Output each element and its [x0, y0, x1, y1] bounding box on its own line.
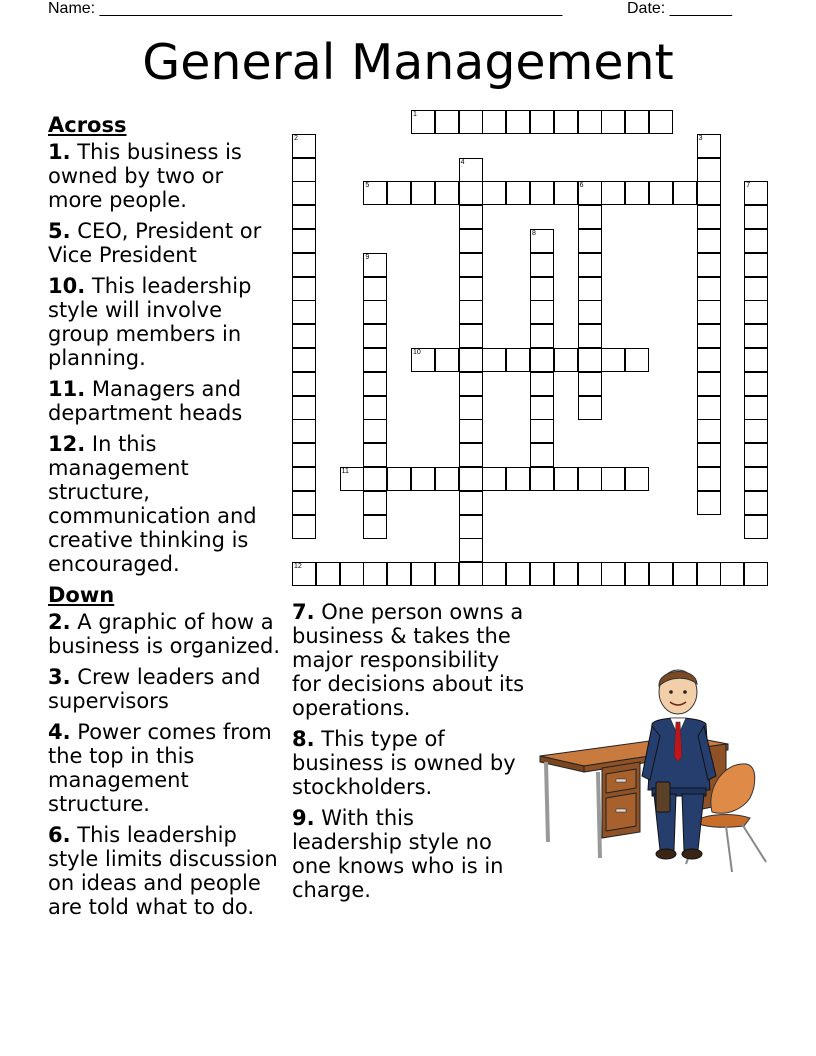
grid-cell[interactable] [530, 348, 554, 372]
grid-cell[interactable] [292, 491, 316, 515]
across-heading: Across [48, 113, 127, 137]
grid-cell[interactable] [459, 443, 483, 467]
clue-number: 11. [48, 377, 86, 401]
grid-cell[interactable] [578, 277, 602, 301]
grid-cell[interactable] [578, 372, 602, 396]
date-field-label: Date: _______ [627, 0, 732, 17]
grid-cell[interactable] [459, 158, 483, 182]
grid-cell[interactable] [530, 253, 554, 277]
grid-cell-number: 7 [746, 182, 751, 190]
grid-cell[interactable] [459, 538, 483, 562]
down-clue-6 [48, 823, 284, 919]
grid-cell[interactable] [578, 396, 602, 420]
grid-cell[interactable] [530, 443, 554, 467]
grid-cell[interactable] [363, 181, 387, 205]
grid-cell[interactable] [363, 562, 387, 586]
grid-cell[interactable] [578, 300, 602, 324]
grid-cell[interactable] [530, 229, 554, 253]
grid-cell[interactable] [459, 324, 483, 348]
grid-cell[interactable] [697, 205, 721, 229]
grid-cell[interactable] [459, 372, 483, 396]
grid-cell-number: 12 [294, 563, 302, 571]
grid-cell[interactable] [530, 562, 554, 586]
grid-cell[interactable] [744, 181, 768, 205]
grid-cell[interactable] [697, 491, 721, 515]
grid-cell[interactable] [578, 253, 602, 277]
clue-text: This leadership style limits discussion on ideas and people are told what to do. [48, 823, 278, 919]
clue-text: This type of business is owned by stockholders. [292, 727, 516, 799]
clues-column-left [48, 113, 284, 926]
grid-cell[interactable] [744, 467, 768, 491]
clue-text: Crew leaders and supervisors [48, 665, 261, 713]
grid-cell[interactable] [578, 229, 602, 253]
across-clue-10 [48, 274, 284, 370]
grid-cell-number: 6 [579, 182, 584, 190]
down-clue-8 [292, 727, 528, 799]
clue-number: 2. [48, 610, 71, 634]
grid-cell[interactable] [387, 181, 411, 205]
grid-cell[interactable] [292, 277, 316, 301]
grid-cell[interactable] [601, 181, 625, 205]
grid-cell[interactable] [744, 277, 768, 301]
grid-cell[interactable] [411, 181, 435, 205]
grid-cell[interactable] [578, 562, 602, 586]
grid-cell[interactable] [506, 348, 530, 372]
grid-cell[interactable] [387, 562, 411, 586]
grid-cell[interactable] [625, 467, 649, 491]
grid-cell[interactable] [506, 562, 530, 586]
grid-cell[interactable] [530, 372, 554, 396]
grid-cell[interactable] [744, 491, 768, 515]
businessman-image [642, 670, 716, 859]
grid-cell[interactable] [292, 419, 316, 443]
grid-cell[interactable] [459, 396, 483, 420]
across-clue-12 [48, 432, 284, 576]
grid-cell[interactable] [673, 181, 697, 205]
grid-cell[interactable] [459, 419, 483, 443]
grid-cell[interactable] [554, 110, 578, 134]
grid-cell[interactable] [459, 348, 483, 372]
grid-cell[interactable] [363, 491, 387, 515]
clue-text: Managers and department heads [48, 377, 243, 425]
grid-cell[interactable] [363, 300, 387, 324]
grid-cell[interactable] [601, 467, 625, 491]
grid-cell[interactable] [482, 562, 506, 586]
grid-cell[interactable] [482, 110, 506, 134]
across-clue-5 [48, 219, 284, 267]
clue-text: This business is owned by two or more people. [48, 140, 242, 212]
grid-cell[interactable] [601, 110, 625, 134]
grid-cell[interactable] [292, 348, 316, 372]
grid-cell[interactable] [292, 467, 316, 491]
grid-cell[interactable] [363, 467, 387, 491]
grid-cell[interactable] [697, 134, 721, 158]
grid-cell[interactable] [506, 467, 530, 491]
grid-cell[interactable] [482, 181, 506, 205]
grid-cell[interactable] [435, 110, 459, 134]
grid-cell[interactable] [363, 372, 387, 396]
grid-cell[interactable] [744, 419, 768, 443]
grid-cell[interactable] [363, 396, 387, 420]
grid-cell-number: 4 [460, 158, 465, 166]
clue-text: One person owns a business & takes the major responsibility for decisions about its operations. [292, 600, 525, 720]
grid-cell[interactable] [697, 348, 721, 372]
grid-cell[interactable] [363, 348, 387, 372]
grid-cell[interactable] [554, 181, 578, 205]
grid-cell[interactable] [530, 181, 554, 205]
grid-cell[interactable] [292, 300, 316, 324]
grid-cell[interactable] [530, 396, 554, 420]
clues-column-right [292, 600, 528, 909]
grid-cell[interactable] [506, 110, 530, 134]
grid-cell[interactable] [459, 181, 483, 205]
grid-cell[interactable] [411, 562, 435, 586]
grid-cell[interactable] [697, 419, 721, 443]
grid-cell[interactable] [459, 253, 483, 277]
grid-cell[interactable] [435, 181, 459, 205]
grid-cell[interactable] [363, 253, 387, 277]
grid-cell[interactable] [292, 562, 316, 586]
grid-cell[interactable] [316, 562, 340, 586]
grid-cell[interactable] [292, 181, 316, 205]
name-field-label: Name: ____________________________________________________ [48, 0, 563, 17]
grid-cell[interactable] [411, 467, 435, 491]
across-clue-1 [48, 140, 284, 212]
grid-cell-number: 11 [341, 468, 349, 475]
grid-cell[interactable] [744, 396, 768, 420]
grid-cell[interactable] [459, 515, 483, 539]
grid-cell[interactable] [530, 467, 554, 491]
grid-cell[interactable] [578, 324, 602, 348]
grid-cell[interactable] [744, 372, 768, 396]
grid-cell[interactable] [697, 277, 721, 301]
grid-cell[interactable] [292, 443, 316, 467]
clue-text: Power comes from the top in this management structure. [48, 720, 272, 816]
grid-cell[interactable] [744, 348, 768, 372]
grid-cell[interactable] [673, 562, 697, 586]
grid-cell[interactable] [578, 467, 602, 491]
grid-cell[interactable] [411, 110, 435, 134]
grid-cell[interactable] [697, 562, 721, 586]
grid-cell[interactable] [459, 467, 483, 491]
grid-cell[interactable] [625, 562, 649, 586]
grid-cell[interactable] [720, 562, 744, 586]
grid-cell[interactable] [459, 205, 483, 229]
grid-cell[interactable] [292, 253, 316, 277]
grid-cell[interactable] [649, 110, 673, 134]
grid-cell-number: 5 [365, 182, 370, 190]
grid-cell[interactable] [578, 205, 602, 229]
clue-number: 10. [48, 274, 86, 298]
grid-cell[interactable] [744, 443, 768, 467]
across-clue-11 [48, 377, 284, 425]
grid-cell[interactable] [459, 491, 483, 515]
grid-cell[interactable] [435, 348, 459, 372]
down-heading: Down [48, 583, 115, 607]
grid-cell[interactable] [697, 467, 721, 491]
clue-number: 6. [48, 823, 71, 847]
grid-cell[interactable] [744, 324, 768, 348]
page-title: General Management [142, 34, 674, 91]
grid-cell[interactable] [435, 562, 459, 586]
grid-cell[interactable] [459, 277, 483, 301]
grid-cell[interactable] [530, 277, 554, 301]
grid-cell[interactable] [292, 205, 316, 229]
clue-text: In this management structure, communication and creative thinking is encouraged. [48, 432, 257, 576]
grid-cell-number: 2 [294, 134, 298, 142]
grid-cell[interactable] [363, 419, 387, 443]
grid-cell[interactable] [459, 110, 483, 134]
businessman-at-desk-illustration [536, 664, 772, 874]
grid-cell-number: 1 [413, 111, 417, 118]
clue-number: 4. [48, 720, 71, 744]
grid-cell[interactable] [744, 205, 768, 229]
clue-number: 1. [48, 140, 71, 164]
grid-cell[interactable] [697, 158, 721, 182]
clue-text: A graphic of how a business is organized. [48, 610, 281, 658]
grid-cell[interactable] [697, 324, 721, 348]
grid-cell[interactable] [292, 229, 316, 253]
grid-cell[interactable] [697, 253, 721, 277]
grid-cell[interactable] [744, 253, 768, 277]
grid-cell[interactable] [482, 348, 506, 372]
grid-cell[interactable] [744, 562, 768, 586]
clue-number: 9. [292, 806, 315, 830]
grid-cell[interactable] [578, 181, 602, 205]
grid-cell[interactable] [340, 562, 364, 586]
clue-number: 8. [292, 727, 315, 751]
grid-cell-number: 3 [698, 134, 703, 142]
grid-cell[interactable] [744, 515, 768, 539]
grid-cell[interactable] [340, 467, 364, 491]
down-clue-7 [292, 600, 528, 720]
grid-cell[interactable] [459, 300, 483, 324]
clue-text: CEO, President or Vice President [48, 219, 262, 267]
grid-cell[interactable] [578, 348, 602, 372]
clue-number: 12. [48, 432, 86, 456]
grid-cell[interactable] [292, 372, 316, 396]
grid-cell[interactable] [482, 467, 506, 491]
grid-cell[interactable] [697, 372, 721, 396]
grid-cell[interactable] [649, 181, 673, 205]
grid-cell[interactable] [363, 324, 387, 348]
down-clue-4 [48, 720, 284, 816]
grid-cell[interactable] [554, 562, 578, 586]
grid-cell[interactable] [387, 467, 411, 491]
grid-cell[interactable] [625, 348, 649, 372]
grid-cell[interactable] [363, 443, 387, 467]
clue-number: 3. [48, 665, 71, 689]
grid-cell[interactable] [744, 300, 768, 324]
grid-cell[interactable] [578, 110, 602, 134]
grid-cell[interactable] [697, 300, 721, 324]
grid-cell[interactable] [697, 181, 721, 205]
grid-cell[interactable] [530, 300, 554, 324]
grid-cell[interactable] [744, 229, 768, 253]
grid-cell[interactable] [625, 110, 649, 134]
grid-cell[interactable] [459, 229, 483, 253]
grid-cell[interactable] [625, 181, 649, 205]
down-clue-3 [48, 665, 284, 713]
clue-number: 7. [292, 600, 315, 624]
grid-cell[interactable] [697, 396, 721, 420]
grid-cell[interactable] [697, 443, 721, 467]
grid-cell[interactable] [554, 348, 578, 372]
grid-cell[interactable] [292, 515, 316, 539]
grid-cell[interactable] [292, 158, 316, 182]
clue-text: This leadership style will involve group members in planning. [48, 274, 252, 370]
grid-cell[interactable] [363, 277, 387, 301]
down-clue-2 [48, 610, 284, 658]
grid-cell[interactable] [530, 419, 554, 443]
grid-cell[interactable] [649, 562, 673, 586]
grid-cell[interactable] [697, 229, 721, 253]
grid-cell[interactable] [292, 396, 316, 420]
grid-cell[interactable] [601, 562, 625, 586]
grid-cell[interactable] [292, 134, 316, 158]
grid-cell[interactable] [530, 110, 554, 134]
clue-number: 5. [48, 219, 71, 243]
grid-cell-number: 9 [365, 253, 370, 261]
clue-text: With this leadership style no one knows who is in charge. [292, 806, 504, 902]
grid-cell[interactable] [601, 348, 625, 372]
grid-cell[interactable] [530, 324, 554, 348]
grid-cell[interactable] [554, 467, 578, 491]
down-clue-9 [292, 806, 528, 902]
grid-cell[interactable] [411, 348, 435, 372]
grid-cell-number: 8 [532, 230, 536, 237]
grid-cell[interactable] [459, 562, 483, 586]
grid-cell[interactable] [506, 181, 530, 205]
grid-cell-number: 10 [413, 349, 421, 356]
grid-cell[interactable] [435, 467, 459, 491]
grid-cell[interactable] [363, 515, 387, 539]
grid-cell[interactable] [292, 324, 316, 348]
